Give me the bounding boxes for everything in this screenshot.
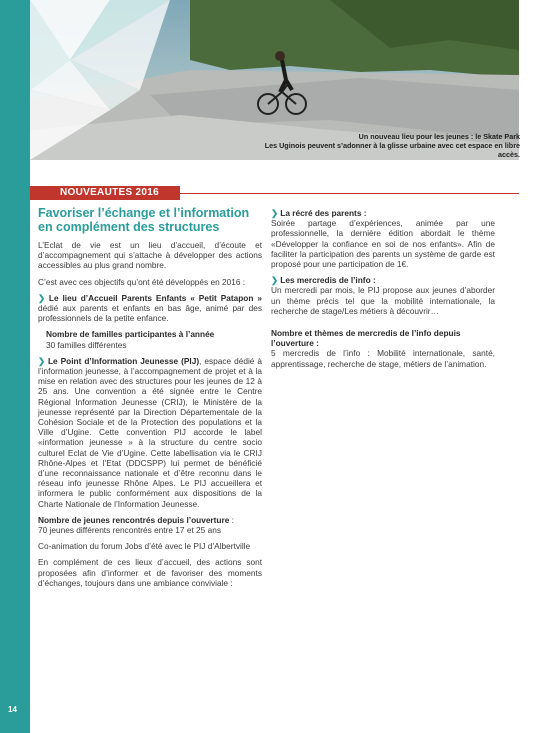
count-text: 5 mercredis de l’info : Mobilité internationale, santé, apprentissage, recherche de stage, métiers de l’animation.: [271, 348, 495, 369]
item-pij-text: , espace dédié à l’information jeunesse, à l’accompagnement de projet et à la mise en relation avec des structures pour les jeunes de 12 à 25 ans. Une convention a été signée entre le Centre Régional Information Jeunesse (CRIJ), le Ministère de la jeunesse représenté par la Direction Départementale de la Cohésion Sociale et de la Protection des populations et la Ville d’Ugine. Cette convention PIJ accorde le label «information jeunesse » à la structure du centre socio culturel Eclat de Vie d’Ugine. Cette labellisation via le CRIJ Rhône-Alpes et l’Etat (DDCSPP) lui permet de bénéficié d’une reconnaissance nationale et d’être reconnu dans le réseau info jeunesse Rhône Alpes. Le PIJ accueillera et informera le public conformément aux dispositions de la Charte Nationale de l’Information Jeunesse.: [38, 355, 262, 509]
youth-value: 70 jeunes différents rencontrés entre 17 et 25 ans: [38, 525, 221, 536]
recre-heading: [271, 208, 495, 218]
families-stat: [38, 329, 262, 349]
arrow-icon: ❯: [38, 355, 45, 366]
right-column: [271, 208, 495, 375]
families-value: 30 familles différentes: [46, 339, 127, 350]
forum-paragraph: Co-animation du forum Jobs d’été avec le PIJ d’Albertville: [38, 541, 251, 552]
recre-title: La récré des parents :: [280, 208, 367, 218]
article-title: Favoriser l’échange et l’information en complément des structures: [38, 206, 250, 234]
youth-stat: Nombre de jeunes rencontrés depuis l’ouverture : 70 jeunes différents rencontrés entre 17 et 25 ans: [38, 515, 262, 535]
page-number: 14: [8, 705, 17, 714]
count-label: Nombre et thèmes de mercredis de l’info depuis l’ouverture :: [271, 328, 461, 349]
recre-text: Soirée partage d’expériences, animée par une professionnelle, la dernière édition abordait le thème «Développer la confiance en soi de nos enfants». Afin de faciliter la participation des parents un système de garde est proposé pour une participation de 1€.: [271, 218, 495, 270]
intro-paragraph-1: L’Eclat de vie est un lieu d’accueil, d’écoute et d’accompagnement qui s’attache à développer des actions accessibles au plus grand nombre.: [38, 240, 262, 271]
youth-label: Nombre de jeunes rencontrés depuis l’ouverture: [38, 514, 230, 525]
closing-paragraph: En complément de ces lieux d’accueil, des actions sont proposées afin d’informer et de favoriser des moments d’échanges, toujours dans une ambiance conviviale :: [38, 557, 262, 588]
arrow-icon: ❯: [271, 208, 278, 218]
left-column: [38, 206, 262, 594]
caption-line-2: Les Uginois peuvent s’adonner à la glisse urbaine avec cet espace en libre accès.: [264, 141, 520, 159]
item-petit-patapon: [38, 293, 262, 324]
item-petit-patapon-text: dédié aux parents et enfants en bas âge, animé par des professionnels de la petite enfance.: [38, 303, 262, 324]
intro-paragraph-2: C’est avec ces objectifs qu’ont été développés en 2016 :: [38, 276, 246, 287]
item-pij: [38, 356, 262, 509]
families-label: Nombre de familles participantes à l’année: [46, 329, 215, 340]
mercredis-heading: [271, 275, 495, 285]
section-header-bar: [30, 186, 180, 200]
section-header-label: NOUVEAUTES 2016: [60, 187, 159, 198]
header-divider: [180, 193, 519, 194]
left-color-strip: [0, 0, 30, 733]
arrow-icon: ❯: [271, 275, 278, 286]
photo-caption: [250, 132, 520, 159]
caption-line-1: Un nouveau lieu pour les jeunes : le Skate Park: [358, 132, 520, 141]
item-petit-patapon-title: Le lieu d’Accueil Parents Enfants « Petit Patapon »: [48, 292, 262, 303]
arrow-icon: ❯: [38, 292, 45, 303]
mercredis-title: Les mercredis de l’info :: [280, 275, 376, 286]
mercredis-text: Un mercredi par mois, le PIJ propose aux jeunes d’aborder un thème précis tel que la mobilité internationale, la recherche de stage/Les métiers à découvrir…: [271, 285, 495, 316]
item-pij-title: Le Point d’Information Jeunesse (PIJ): [47, 355, 200, 366]
